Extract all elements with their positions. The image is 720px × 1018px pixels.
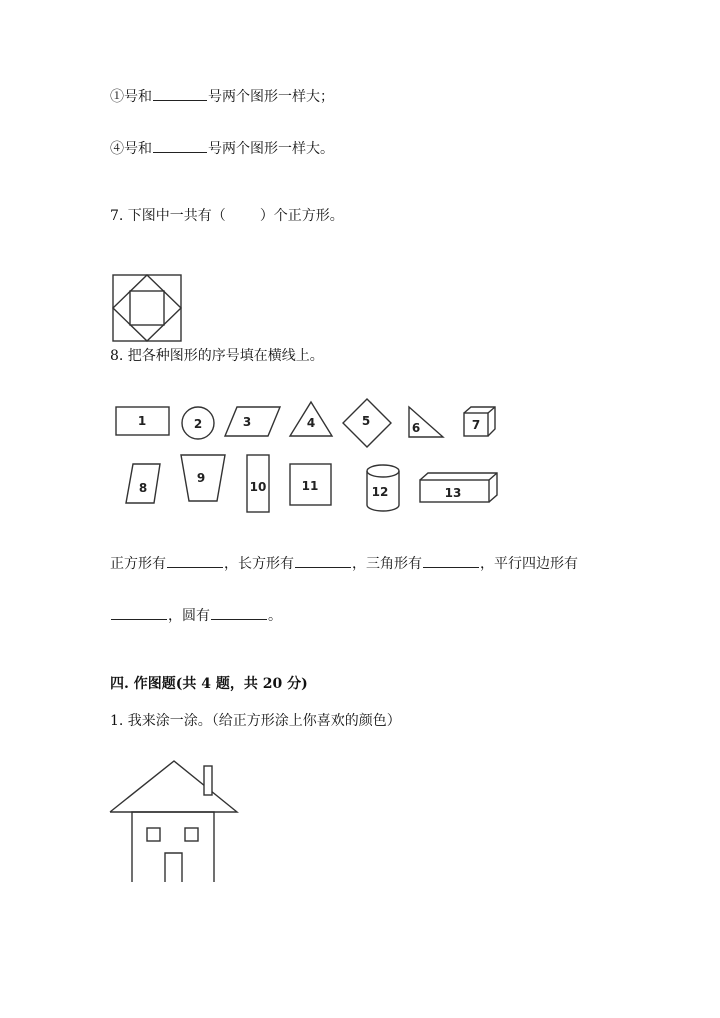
shape-3-label: 3 [242, 415, 252, 429]
section-4-question-1: 1. 我来涂一涂。（给正方形涂上你喜欢的颜色） [110, 713, 401, 729]
q7-text-before: 7. 下图中一共有（ [110, 208, 226, 224]
shape-5-label: 5 [361, 414, 371, 428]
circle-answer-blank[interactable] [211, 607, 267, 620]
shape-4-label: 4 [306, 416, 316, 430]
q8-answer-line-1 [110, 554, 578, 574]
rect-answer-blank[interactable] [295, 555, 351, 568]
house-window-right[interactable] [185, 828, 198, 841]
shape-3-parallelogram [225, 407, 280, 436]
section-4-title: 四. 作图题(共 4 题，共 20 分) [110, 676, 308, 692]
q6-line-2-suffix: 号两个图形一样大。 [208, 141, 334, 157]
shape-13-label: 13 [444, 486, 462, 500]
q6-line-1-suffix: 号两个图形一样大； [208, 89, 334, 105]
q6-line-2-prefix: ④号和 [110, 141, 152, 157]
circle-label: ，圆有 [168, 608, 210, 624]
shape-9-label: 9 [196, 471, 206, 485]
square-answer-blank[interactable] [167, 555, 223, 568]
shape-11-label: 11 [301, 479, 319, 493]
q6-line-1-prefix: ①号和 [110, 89, 152, 105]
house-walls [132, 812, 214, 882]
shape-6-label: 6 [411, 421, 421, 435]
square-label: 正方形有 [110, 556, 166, 572]
shape-2-label: 2 [193, 417, 203, 431]
end-mark: 。 [268, 608, 282, 624]
shape-12-label: 12 [371, 485, 389, 499]
para-label: ，平行四边形有 [480, 556, 578, 572]
house-door [165, 853, 182, 882]
shape-7-label: 7 [471, 418, 481, 432]
house-window-left[interactable] [147, 828, 160, 841]
para-answer-blank[interactable] [111, 607, 167, 620]
house-chimney [204, 766, 212, 795]
q8-answer-line-2 [110, 606, 282, 626]
q7-text-after: ）个正方形。 [259, 208, 344, 224]
tri-label: ，三角形有 [352, 556, 422, 572]
q8-question: 8. 把各种图形的序号填在横线上。 [110, 348, 324, 364]
shape-1-label: 1 [137, 414, 147, 428]
shape-10-label: 10 [249, 480, 267, 494]
shape-12-cylinder [367, 465, 399, 477]
tri-answer-blank[interactable] [423, 555, 479, 568]
house-drawing [110, 761, 237, 882]
shape-8-label: 8 [138, 481, 148, 495]
house-roof [110, 761, 237, 812]
rect-label: ，长方形有 [224, 556, 294, 572]
